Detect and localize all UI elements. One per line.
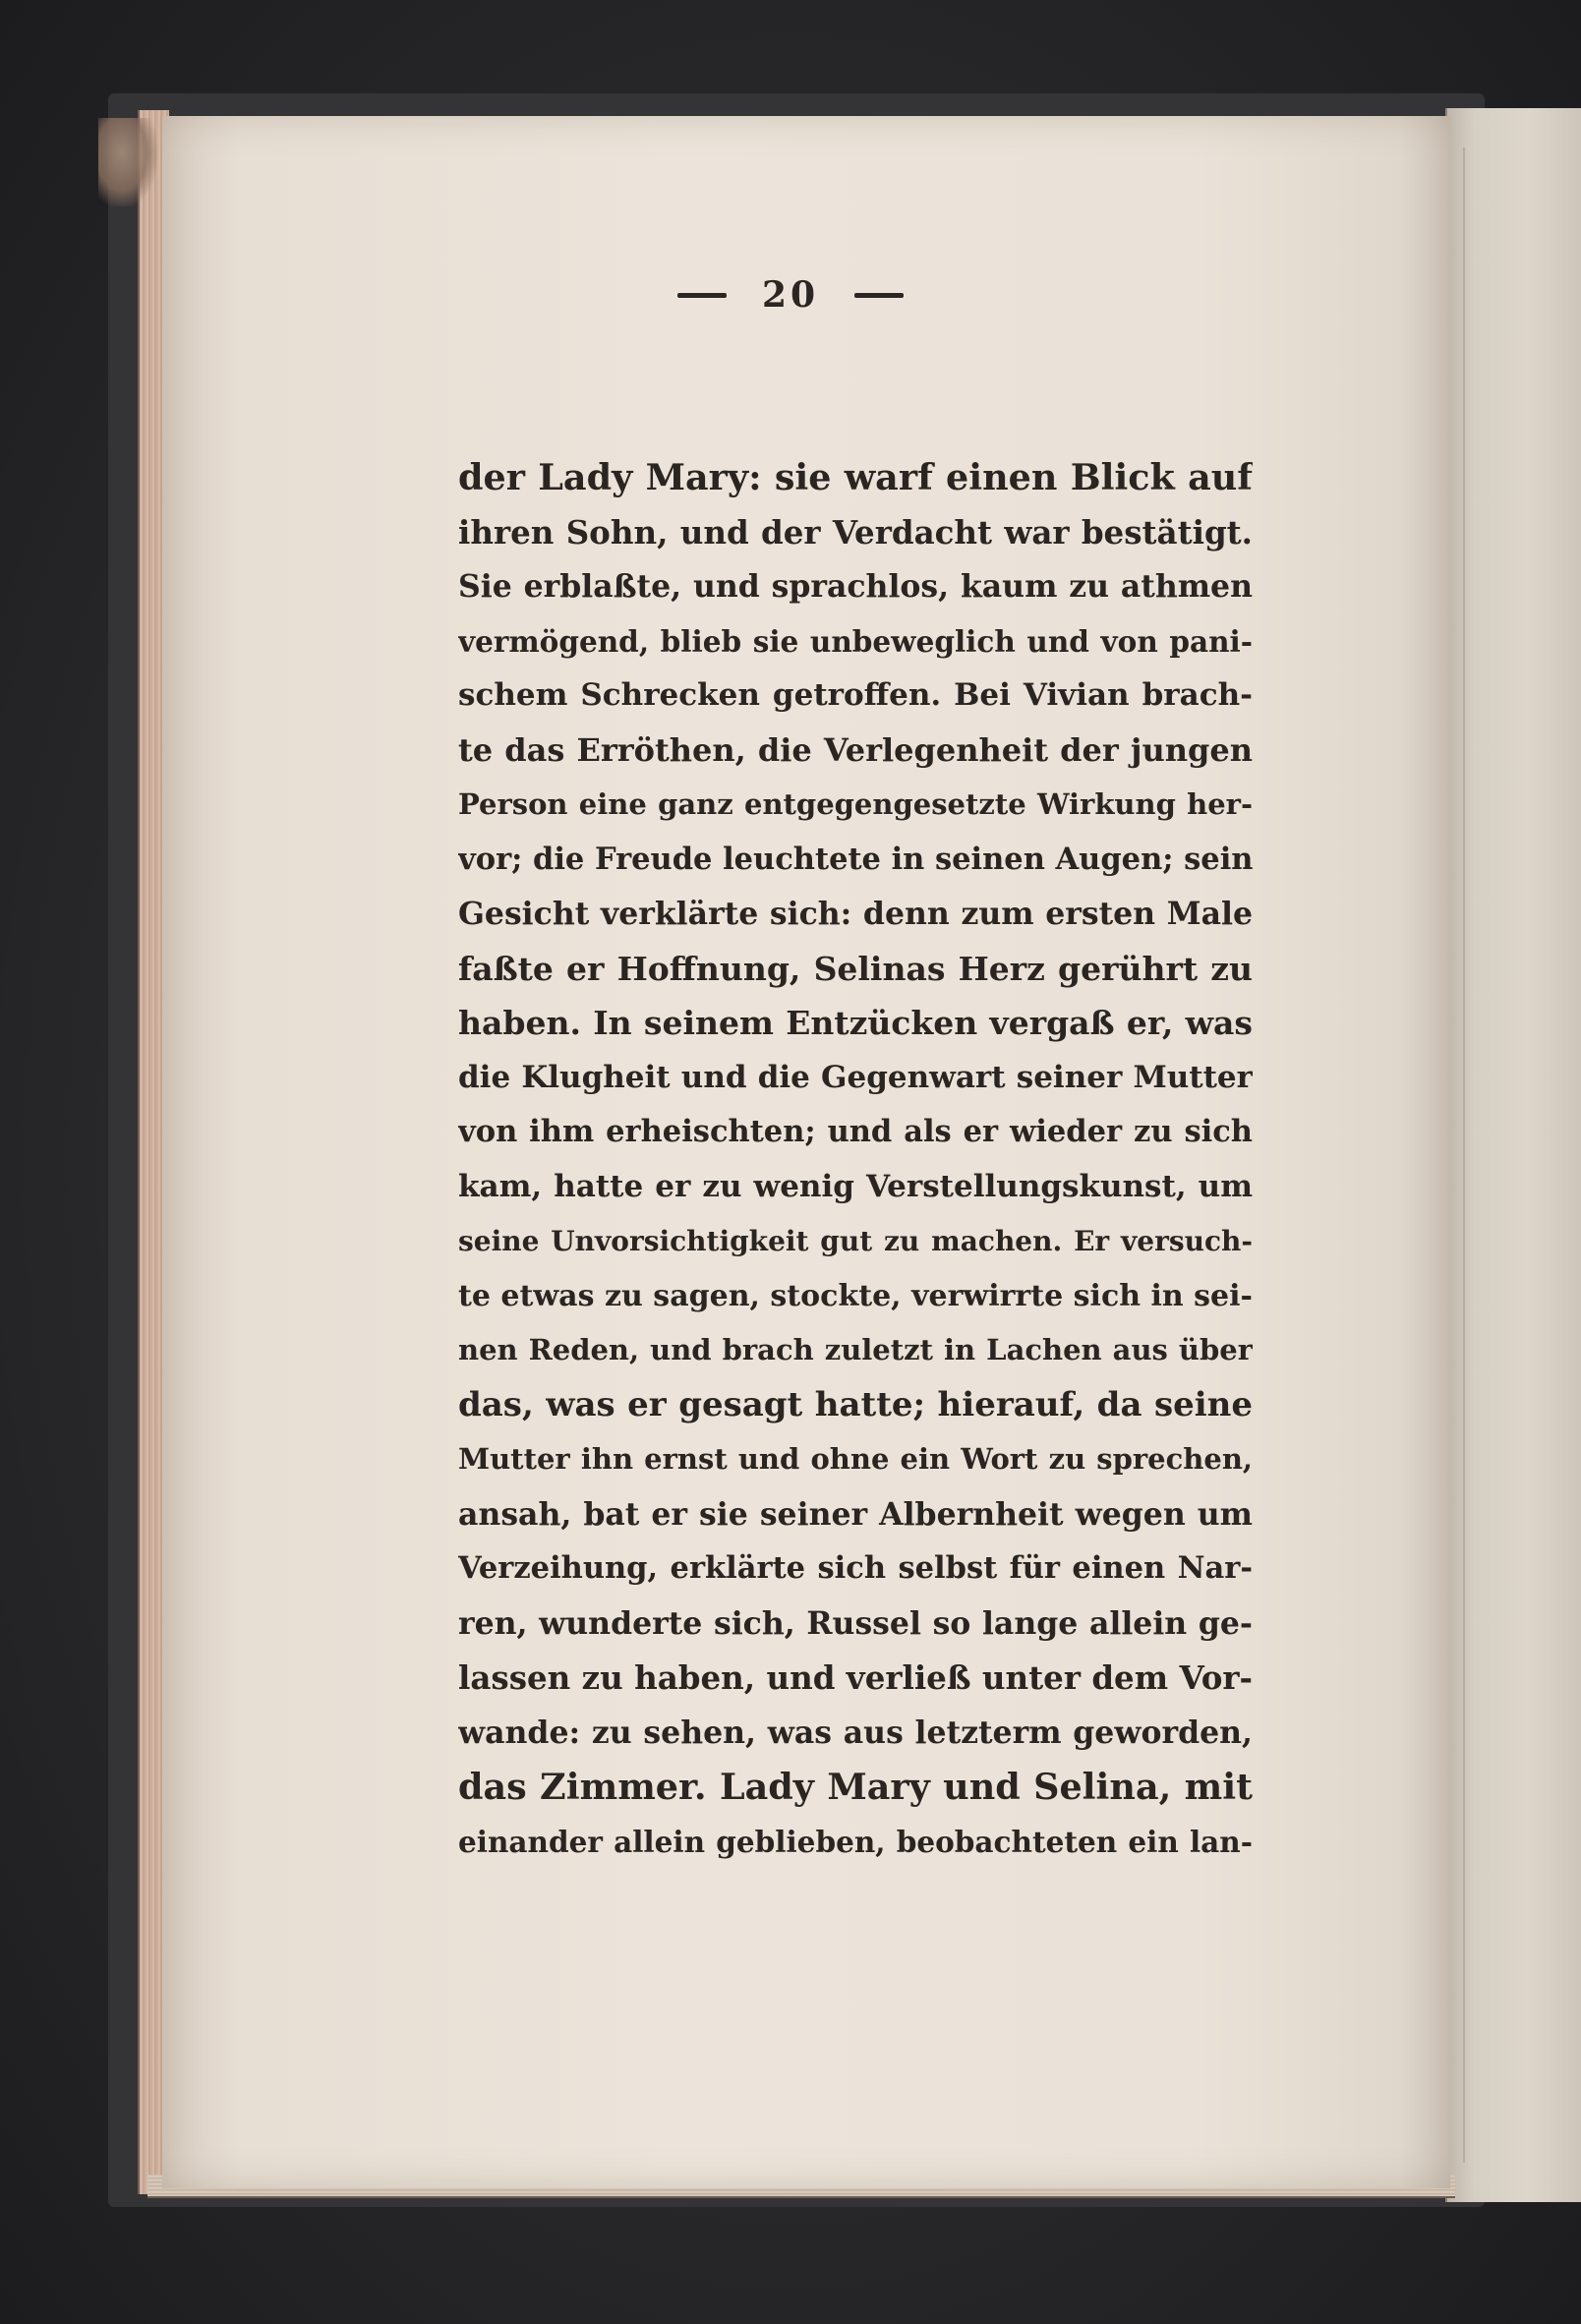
text-line: haben. In seinem Entzücken vergaß er, was — [458, 1004, 1253, 1042]
header-dash-right — [854, 293, 904, 298]
text-line: Sie erblaßte, und sprachlos, kaum zu athmen — [458, 568, 1253, 605]
text-line: te das Erröthen, die Verlegenheit der jungen — [458, 730, 1253, 769]
text-line: ren, wunderte sich, Russel so lange allein ge- — [458, 1604, 1253, 1642]
body-text — [458, 450, 1253, 1869]
facing-page — [1445, 108, 1581, 2202]
text-line: die Klugheit und die Gegenwart seiner Mutter — [458, 1059, 1253, 1095]
text-line: wande: zu sehen, was aus letzterm geworden, — [458, 1714, 1253, 1751]
page-number: 20 — [761, 274, 820, 316]
header-dash-left — [677, 293, 727, 298]
text-line: Gesicht verklärte sich: denn zum ersten Male — [458, 896, 1253, 932]
page-header — [0, 265, 1581, 324]
text-line: Verzeihung, erklärte sich selbst für einen Nar- — [458, 1550, 1253, 1586]
text-line: ansah, bat er sie seiner Albernheit wegen um — [458, 1495, 1253, 1533]
text-line: das, was er gesagt hatte; hierauf, da seine — [458, 1384, 1253, 1424]
text-line: vermögend, blieb sie unbeweglich und von pani- — [458, 623, 1253, 659]
text-line: ihren Sohn, und der Verdacht war bestätigt. — [458, 512, 1253, 552]
text-line: te etwas zu sagen, stockte, verwirrte sich in sei- — [458, 1278, 1253, 1313]
facing-page-gutter — [1463, 147, 1465, 2163]
text-line: faßte er Hoffnung, Selinas Herz gerührt zu — [458, 949, 1253, 988]
text-line: das Zimmer. Lady Mary und Selina, mit — [458, 1766, 1253, 1808]
text-line: vor; die Freude leuchtete in seinen Augen; sein — [458, 841, 1253, 877]
text-line: seine Unvorsichtigkeit gut zu machen. Er versuch- — [458, 1225, 1253, 1257]
text-line: lassen zu haben, und verließ unter dem Vor- — [458, 1658, 1253, 1697]
corner-wear — [98, 118, 157, 206]
text-line: von ihm erheischten; und als er wieder zu sich — [458, 1114, 1253, 1149]
text-line: einander allein geblieben, beobachteten ein lan- — [458, 1824, 1253, 1859]
text-line: schem Schrecken getroffen. Bei Vivian brach- — [458, 677, 1253, 713]
text-line: der Lady Mary: sie warf einen Blick auf — [458, 456, 1253, 498]
text-line: nen Reden, und brach zuletzt in Lachen aus über — [458, 1333, 1253, 1366]
text-line: Person eine ganz entgegengesetzte Wirkung her- — [458, 787, 1253, 821]
text-line: Mutter ihn ernst und ohne ein Wort zu sprechen, — [458, 1442, 1253, 1476]
text-line: kam, hatte er zu wenig Verstellungskunst, um — [458, 1168, 1253, 1204]
